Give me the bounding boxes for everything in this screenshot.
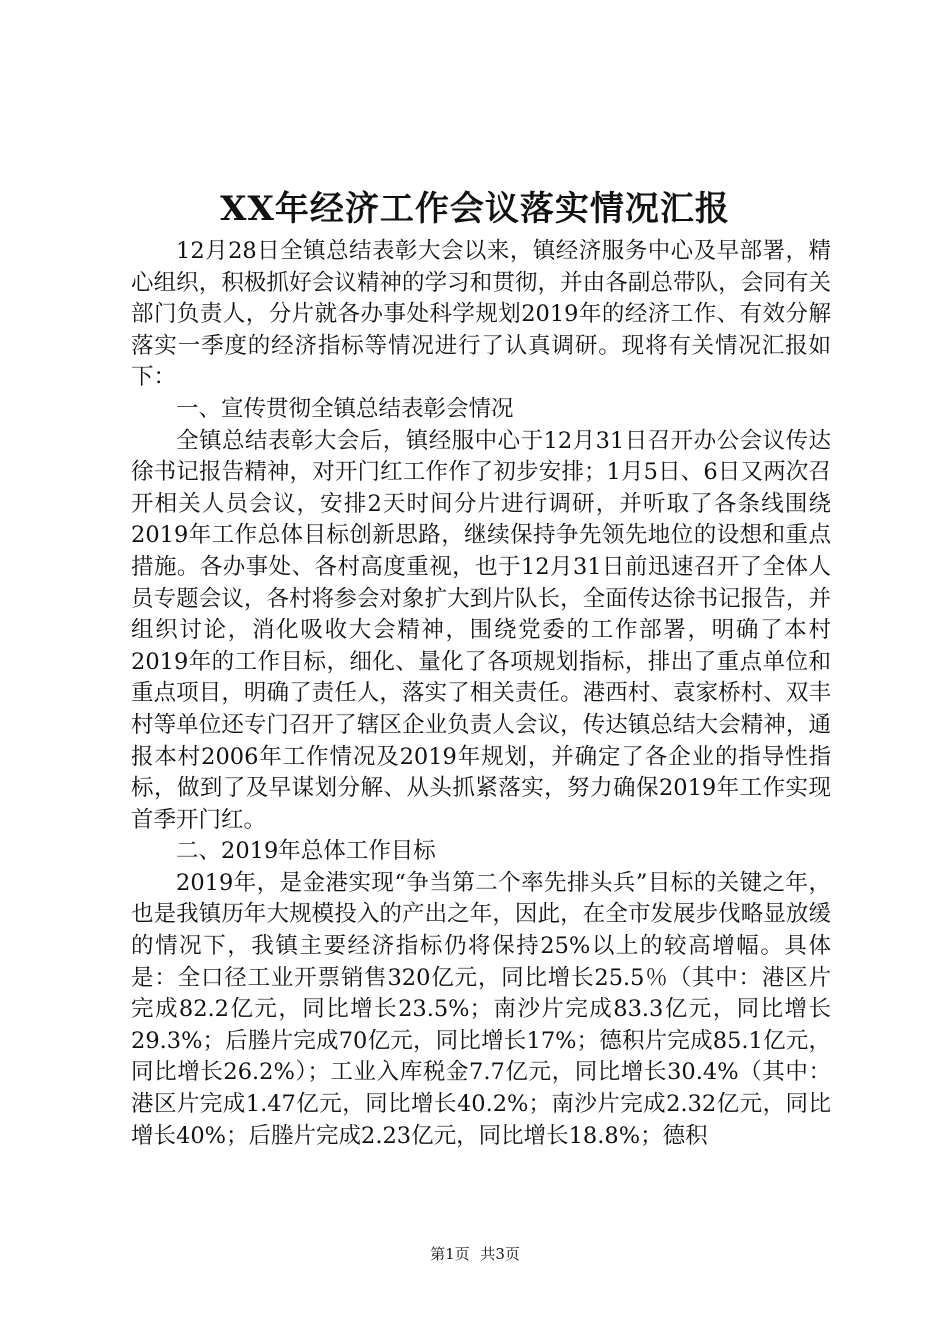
page-number-footer: 第1页 共3页 <box>430 1245 520 1263</box>
document-body <box>131 236 831 1152</box>
section-heading-2: 二、2019年总体工作目标 <box>176 838 436 865</box>
paragraph-intro: 12月28日全镇总结表彰大会以来，镇经济服务中心及早部署，精心组织，积极抓好会议精神的学习和贯彻，并由各副总带队，会同有关部门负责人，分片就各办事处科学规划2019年的经济工作、有效分解落实一季度的经济指标等情况进行了认真调研。现将有关情况汇报如下： <box>131 238 831 391</box>
section-heading-1: 一、宣传贯彻全镇总结表彰会情况 <box>176 395 514 422</box>
document-title: XX年经济工作会议落实情况汇报 <box>220 189 730 229</box>
paragraph-section-2: 2019年，是金港实现“争当第二个率先排头兵”目标的关键之年，也是我镇历年大规模投入的产出之年，因此，在全市发展步伐略显放缓的情况下，我镇主要经济指标仍将保持25%以上的较高增幅。具体是：全口径工业开票销售320亿元，同比增长25.5％（其中：港区片完成82.2亿元，同比增长23.5%；南沙片完成83.3亿元，同比增长29.3%；后塍片完成70亿元，同比增长17%；德积片完成85.1亿元，同比增长26.2%）；工业入库税金7.7亿元，同比增长30.4%（其中：港区片完成1.47亿元，同比增长40.2%；南沙片完成2.32亿元，同比增长40%；后塍片完成2.23亿元，同比增长18.8%；德积 <box>131 869 831 1149</box>
paragraph-section-1: 全镇总结表彰大会后，镇经服中心于12月31日召开办公会议传达徐书记报告精神，对开门红工作作了初步安排；1月5日、6日又两次召开相关人员会议，安排2天时间分片进行调研，并听取了各条线围绕2019年工作总体目标创新思路，继续保持争先领先地位的设想和重点措施。各办事处、各村高度重视，也于12月31日前迅速召开了全体人员专题会议，各村将参会对象扩大到片队长，全面传达徐书记报告，并组织讨论，消化吸收大会精神，围绕党委的工作部署，明确了本村2019年的工作目标，细化、量化了各项规划指标，排出了重点单位和重点项目，明确了责任人，落实了相关责任。港西村、袁家桥村、双丰村等单位还专门召开了辖区企业负责人会议，传达镇总结大会精神，通报本村2006年工作情况及2019年规划，并确定了各企业的指导性指标，做到了及早谋划分解、从头抓紧落实，努力确保2019年工作实现首季开门红。 <box>131 427 831 833</box>
